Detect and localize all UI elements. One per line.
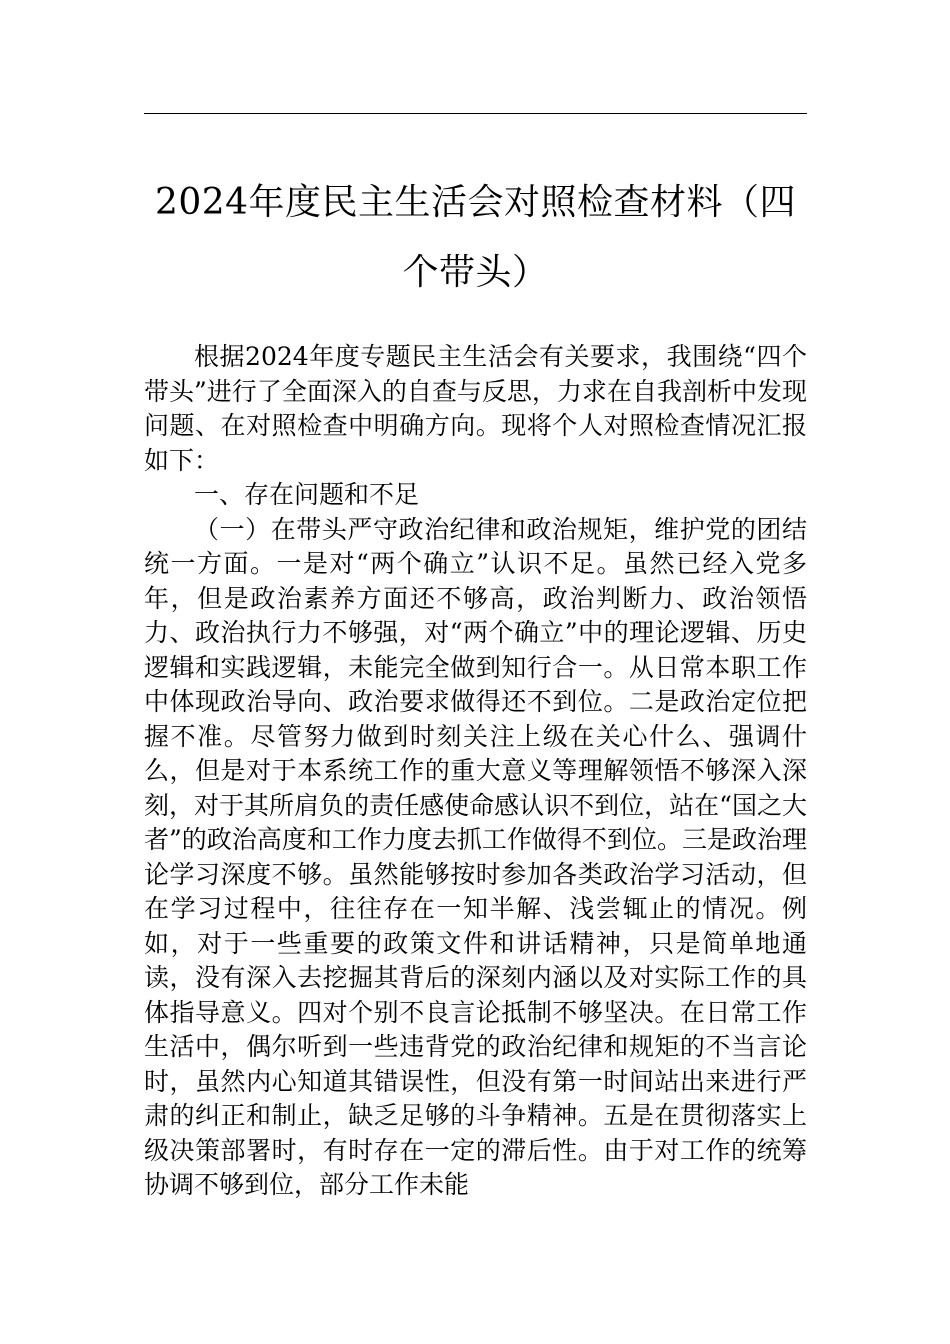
document-body [144,340,807,1203]
intro-paragraph: 根据2024年度专题民主生活会有关要求，我围绕“四个带头”进行了全面深入的自查与反思，力求在自我剖析中发现问题、在对照检查中明确方向。现将个人对照检查情况汇报如下： [144,342,807,475]
header-rule [144,113,807,114]
document-title: 2024年度民主生活会对照检查材料（四个带头） [154,182,797,293]
section-heading: 一、存在问题和不足 [194,480,420,509]
section-paragraph: （一）在带头严守政治纪律和政治规矩，维护党的团结统一方面。一是对“两个确立”认识不足。虽然已经入党多年，但是政治素养方面还不够高，政治判断力、政治领悟力、政治执行力不够强，对“两个确立”中的理论逻辑、历史逻辑和实践逻辑，未能完全做到知行合一。从日常本职工作中体现政治导向、政治要求做得还不到位。二是政治定位把握不准。尽管努力做到时刻关注上级在关心什么、强调什么，但是对于本系统工作的重大意义等理解领悟不够深入深刻，对于其所肩负的责任感使命感认识不到位，站在“国之大者”的政治高度和工作力度去抓工作做得不到位。三是政治理论学习深度不够。虽然能够按时参加各类政治学习活动，但在学习过程中，往往存在一知半解、浅尝辄止的情况。例如，对于一些重要的政策文件和讲话精神，只是简单地通读，没有深入去挖掘其背后的深刻内涵以及对实际工作的具体指导意义。四对个别不良言论抵制不够坚决。在日常工作生活中，偶尔听到一些违背党的政治纪律和规矩的不当言论时，虽然内心知道其错误性，但没有第一时间站出来进行严肃的纠正和制止，缺乏足够的斗争精神。五是在贯彻落实上级决策部署时，有时存在一定的滞后性。由于对工作的统筹协调不够到位，部分工作未能 [144,514,807,1199]
